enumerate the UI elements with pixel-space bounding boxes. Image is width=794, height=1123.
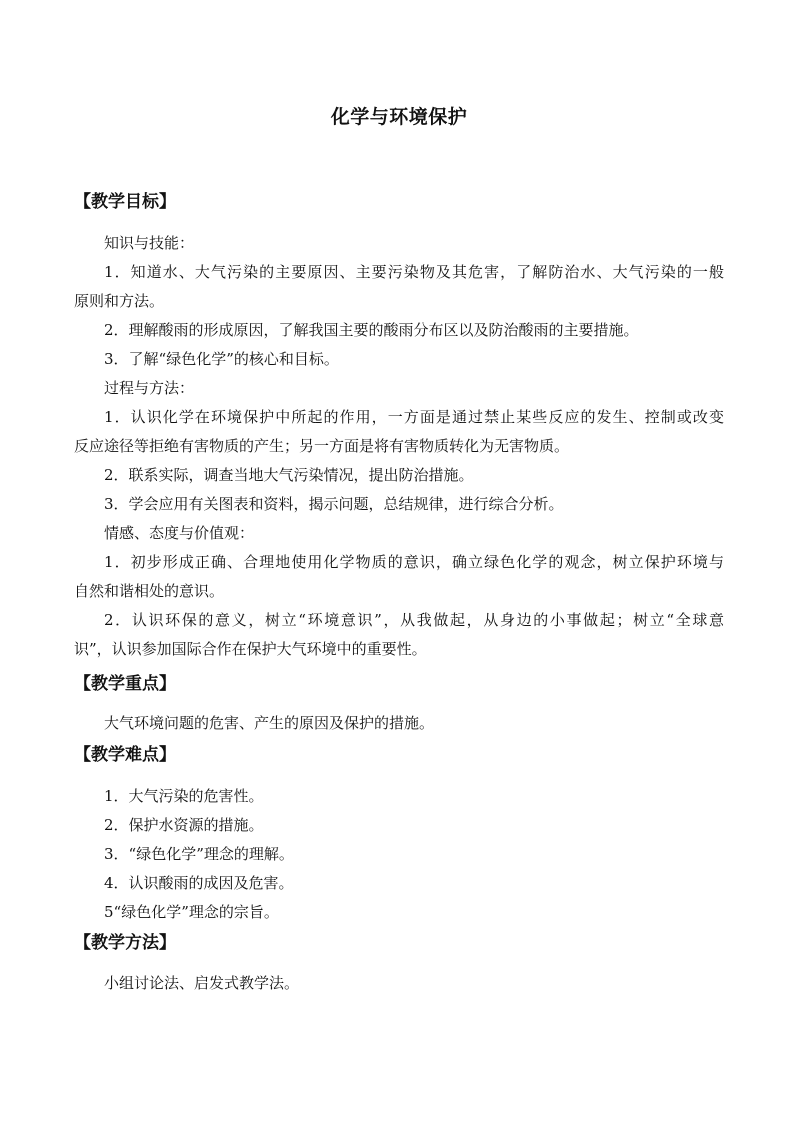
knowledge-item-1-line-1: 1．知道水、大气污染的主要原因、主要污染物及其危害，了解防治水、大气污染的一般 <box>104 263 724 281</box>
subheading-knowledge: 知识与技能： <box>104 234 195 252</box>
difficulty-item-3: 3．“绿色化学”理念的理解。 <box>104 845 294 863</box>
process-item-1-line-2: 反应途径等拒绝有害物质的产生；另一方面是将有害物质转化为无害物质。 <box>74 437 570 455</box>
emotion-item-2-line-1: 2．认识环保的意义，树立“环境意识”，从我做起，从身边的小事做起；树立“全球意 <box>104 611 724 629</box>
process-item-2: 2．联系实际，调查当地大气污染情况，提出防治措施。 <box>104 466 474 484</box>
process-item-1-line-1: 1．认识化学在环境保护中所起的作用，一方面是通过禁止某些反应的发生、控制或改变 <box>104 408 724 426</box>
difficulty-item-2: 2．保护水资源的措施。 <box>104 816 264 834</box>
emotion-item-1-line-1: 1．初步形成正确、合理地使用化学物质的意识，确立绿色化学的观念，树立保护环境与 <box>104 553 724 571</box>
section-heading-methods: 【教学方法】 <box>74 933 176 953</box>
difficulty-item-1: 1．大气污染的危害性。 <box>104 787 264 805</box>
section-heading-difficulties: 【教学难点】 <box>74 745 176 765</box>
process-item-3: 3．学会应用有关图表和资料，揭示问题，总结规律，进行综合分析。 <box>104 495 564 513</box>
document-title: 化学与环境保护 <box>330 106 468 128</box>
key-points-text: 大气环境问题的危害、产生的原因及保护的措施。 <box>104 714 435 732</box>
difficulty-item-4: 4．认识酸雨的成因及危害。 <box>104 874 294 892</box>
knowledge-item-1-line-2: 原则和方法。 <box>74 292 165 310</box>
section-heading-key-points: 【教学重点】 <box>74 674 176 694</box>
subheading-process: 过程与方法： <box>104 379 195 397</box>
difficulty-item-5: 5“绿色化学”理念的宗旨。 <box>104 903 279 921</box>
knowledge-item-2: 2．理解酸雨的形成原因，了解我国主要的酸雨分布区以及防治酸雨的主要措施。 <box>104 321 639 339</box>
emotion-item-1-line-2: 自然和谐相处的意识。 <box>74 582 225 600</box>
emotion-item-2-line-2: 识”，认识参加国际合作在保护大气环境中的重要性。 <box>74 640 427 658</box>
section-heading-objectives: 【教学目标】 <box>74 192 176 212</box>
methods-text: 小组讨论法、启发式教学法。 <box>104 974 300 992</box>
knowledge-item-3: 3．了解“绿色化学”的核心和目标。 <box>104 350 339 368</box>
subheading-emotion: 情感、态度与价值观： <box>104 524 255 542</box>
